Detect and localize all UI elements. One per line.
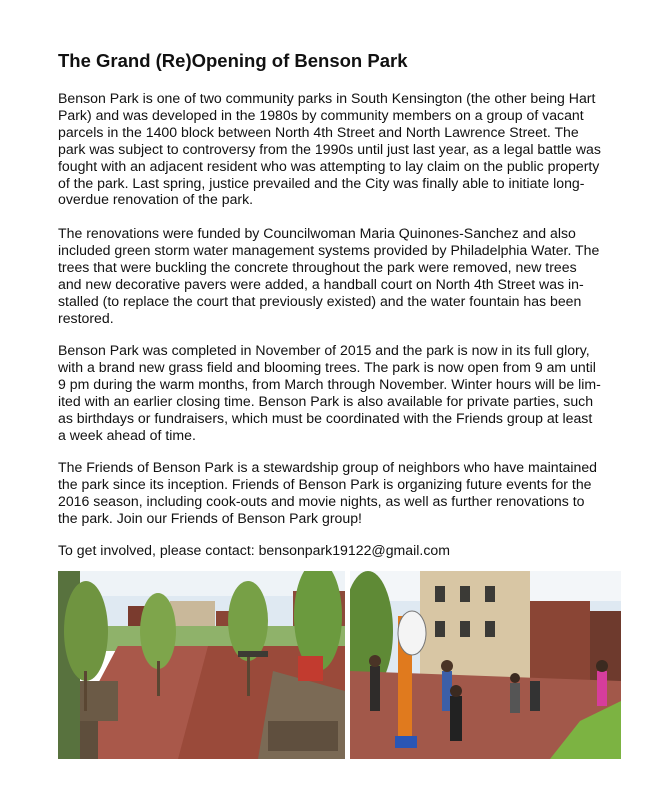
text-line: Benson Park is one of two community parks in South Kensington (the other being Hart [58, 90, 596, 106]
text-line: a week ahead of time. [58, 426, 196, 443]
text-line: with a brand new grass field and blooming trees. The park is now open from 9 am until [58, 358, 596, 375]
text-line: overdue renovation of the park. [58, 191, 254, 208]
paragraph-friends-group [58, 459, 626, 527]
text-line: stalled (to replace the court that previously existed) and the water fountain has been [58, 292, 582, 309]
text-line: trees that were buckling the concrete throughout the park were removed, new trees [58, 258, 577, 275]
article-title: The Grand (Re)Opening of Benson Park [58, 50, 408, 71]
kids-playing-image [350, 571, 621, 759]
text-line: 9 pm during the warm months, from March through November. Winter hours will be lim- [58, 375, 601, 392]
text-line: of the park. Last spring, justice prevailed and the City was finally able to initiate long- [58, 174, 585, 191]
paragraph-contact [58, 542, 626, 559]
text-line: and new decorative pavers were added, a handball court on North 4th Street was in- [58, 275, 584, 292]
contact-line: To get involved, please contact: bensonpark19122@gmail.com [58, 542, 450, 558]
text-line: included green storm water management systems provided by Philadelphia Water. The [58, 241, 600, 258]
paragraph-hours [58, 342, 626, 443]
text-line: 2016 season, including cook-outs and movie nights, as well as further renovations to [58, 492, 585, 509]
text-line: Park) and was developed in the 1980s by community members on a group of vacant [58, 106, 584, 123]
park-plaza-image [58, 571, 345, 759]
text-line: fought with an adjacent resident who was attempting to lay claim on the public property [58, 157, 600, 174]
text-line: ited with an earlier closing time. Benson Park is also available for private parties, such [58, 392, 594, 409]
photo-park-plaza [58, 571, 345, 759]
text-line: The renovations were funded by Councilwoman Maria Quinones-Sanchez and also [58, 225, 576, 241]
text-line: park was subject to controversy from the 1990s until just last year, as a legal battle was [58, 140, 601, 157]
text-line: as birthdays or fundraisers, which must be coordinated with the Friends group at least [58, 409, 593, 426]
text-line: The Friends of Benson Park is a stewardship group of neighbors who have maintained [58, 459, 598, 475]
text-line: restored. [58, 309, 114, 326]
text-line: parcels in the 1400 block between North 4th Street and North Lawrence Street. The [58, 123, 579, 140]
paragraph-history [58, 90, 626, 208]
text-line: the park. Join our Friends of Benson Park group! [58, 509, 362, 526]
photo-kids-playing [350, 571, 621, 759]
paragraph-renovations [58, 225, 626, 326]
text-line: the park since its inception. Friends of Benson Park is organizing future events for the [58, 475, 592, 492]
text-line: Benson Park was completed in November of 2015 and the park is now in its full glory, [58, 342, 590, 358]
